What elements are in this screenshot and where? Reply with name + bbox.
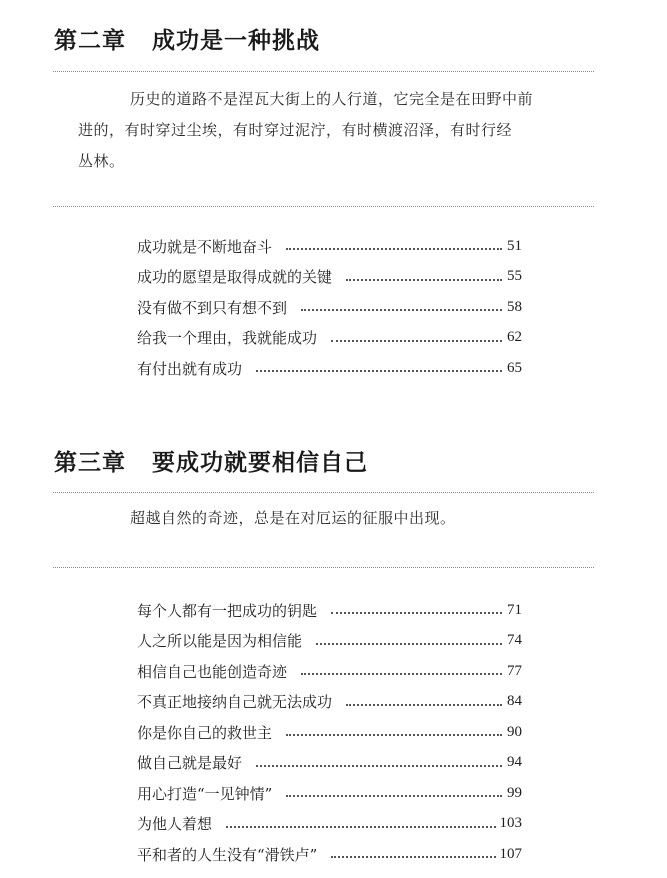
- dot-leader: [286, 734, 502, 736]
- chapter-2-toc: [137, 231, 522, 384]
- epigraph-line: [130, 503, 616, 534]
- chapter-2-title: 成功是一种挑战: [152, 27, 320, 54]
- toc-entry-title: 平和者的人生没有“滑铁卢”: [137, 845, 318, 864]
- toc-entry[interactable]: [137, 839, 522, 870]
- dot-leader: [301, 309, 502, 311]
- chapter-3-toc: [137, 595, 522, 870]
- toc-entry-page: 74: [507, 632, 522, 649]
- dot-leader: [331, 340, 502, 342]
- toc-entry-title: 没有做不到只有想不到: [137, 298, 288, 317]
- toc-entry-page: 84: [507, 693, 522, 710]
- toc-entry[interactable]: [137, 778, 522, 809]
- toc-entry[interactable]: [137, 595, 522, 626]
- toc-entry[interactable]: [137, 231, 522, 262]
- dot-leader: [331, 856, 495, 858]
- toc-entry-page: 103: [499, 815, 522, 832]
- toc-entry-page: 71: [507, 601, 522, 618]
- divider: [53, 71, 594, 72]
- toc-entry[interactable]: [137, 292, 522, 323]
- toc-entry-title: 不真正地接纳自己就无法成功: [137, 693, 333, 712]
- toc-entry-title: 相信自己也能创造奇迹: [137, 662, 288, 681]
- dot-leader: [286, 795, 502, 797]
- divider: [53, 492, 594, 493]
- epigraph-line-text: 丛林。: [78, 152, 125, 170]
- epigraph-line-text: 超越自然的奇迹，总是在对厄运的征服中出现。: [130, 509, 456, 527]
- toc-entry[interactable]: [137, 626, 522, 657]
- epigraph-line: [96, 84, 582, 115]
- toc-entry-page: 65: [507, 359, 522, 376]
- epigraph-line-text: 进的，有时穿过尘埃，有时穿过泥泞，有时横渡沼泽，有时行经: [78, 121, 513, 139]
- toc-entry-page: 107: [499, 845, 522, 862]
- toc-entry-title: 你是你自己的救世主: [137, 723, 273, 742]
- dot-leader: [346, 704, 502, 706]
- toc-entry[interactable]: [137, 323, 522, 354]
- dot-leader: [226, 826, 495, 828]
- toc-entry[interactable]: [137, 262, 522, 293]
- dot-leader: [346, 279, 502, 281]
- toc-entry-page: 77: [507, 662, 522, 679]
- dot-leader: [256, 370, 502, 372]
- toc-entry-page: 58: [507, 298, 522, 315]
- toc-entry[interactable]: [137, 748, 522, 779]
- toc-entry-title: 有付出就有成功: [137, 359, 243, 378]
- toc-entry[interactable]: [137, 717, 522, 748]
- toc-entry-title: 给我一个理由，我就能成功: [137, 329, 318, 348]
- toc-entry-page: 62: [507, 329, 522, 346]
- chapter-2-number: 第二章: [54, 27, 126, 54]
- toc-entry[interactable]: [137, 656, 522, 687]
- dot-leader: [286, 248, 502, 250]
- toc-entry[interactable]: [137, 687, 522, 718]
- toc-entry-page: 51: [507, 237, 522, 254]
- toc-entry-title: 为他人着想: [137, 815, 213, 834]
- toc-entry-title: 成功就是不断地奋斗: [137, 237, 273, 256]
- toc-entry-title: 每个人都有一把成功的钥匙: [137, 601, 318, 620]
- toc-entry-title: 用心打造“一见钟情”: [137, 784, 273, 803]
- dot-leader: [331, 612, 502, 614]
- toc-entry-page: 94: [507, 754, 522, 771]
- epigraph-line-text: 历史的道路不是涅瓦大街上的人行道，它完全是在田野中前: [130, 90, 534, 108]
- toc-entry-title: 做自己就是最好: [137, 754, 243, 773]
- chapter-3-epigraph: [130, 503, 616, 534]
- chapter-2-heading: [54, 22, 320, 55]
- epigraph-line: [78, 146, 582, 177]
- chapter-3-title: 要成功就要相信自己: [152, 449, 368, 476]
- dot-leader: [316, 643, 502, 645]
- toc-entry-title: 成功的愿望是取得成就的关键: [137, 268, 333, 287]
- divider: [53, 567, 594, 568]
- toc-entry[interactable]: [137, 809, 522, 840]
- dot-leader: [256, 765, 502, 767]
- toc-entry-page: 55: [507, 268, 522, 285]
- dot-leader: [301, 673, 502, 675]
- chapter-3-heading: [54, 444, 368, 477]
- epigraph-line: [78, 115, 582, 146]
- toc-entry[interactable]: [137, 353, 522, 384]
- chapter-3-number: 第三章: [54, 449, 126, 476]
- divider: [53, 206, 594, 207]
- toc-entry-page: 90: [507, 723, 522, 740]
- toc-entry-page: 99: [507, 784, 522, 801]
- chapter-2-epigraph: [78, 84, 582, 177]
- toc-entry-title: 人之所以能是因为相信能: [137, 632, 303, 651]
